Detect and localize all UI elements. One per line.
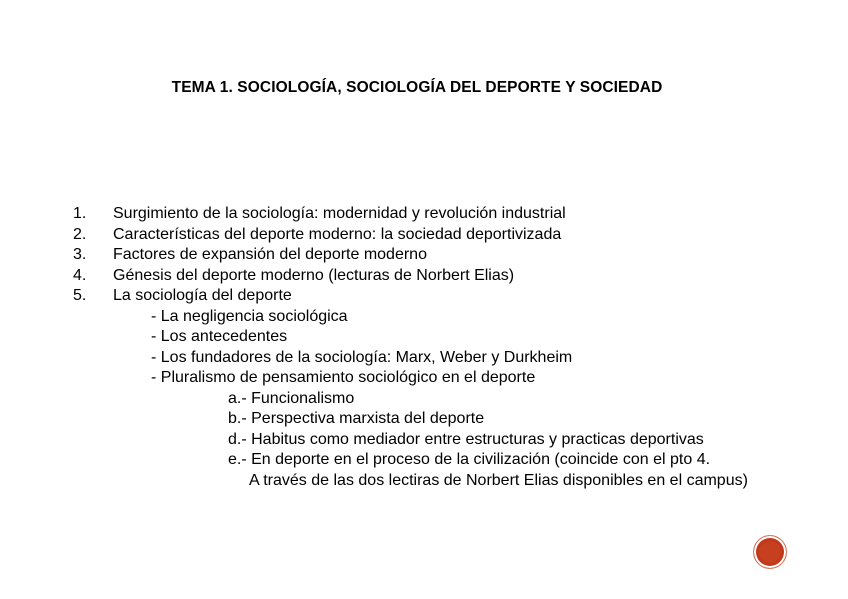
sub-item: - Pluralismo de pensamiento sociológico en el deporte	[151, 369, 536, 386]
sub-sub-item: d.- Habitus como mediador entre estructuras y practicas deportivas	[228, 430, 704, 448]
slide-title: TEMA 1. SOCIOLOGÍA, SOCIOLOGÍA DEL DEPORTE Y SOCIEDAD	[171, 79, 663, 96]
list-item-number: 3.	[73, 246, 87, 263]
sub-sub-item: a.- Funcionalismo	[228, 389, 355, 407]
list-item: Características del deporte moderno: la sociedad deportivizada	[113, 225, 562, 243]
sub-item: - Los fundadores de la sociología: Marx, Weber y Durkheim	[151, 348, 573, 366]
sub-item: - Los antecedentes	[151, 328, 288, 345]
sub-sub-item: b.- Perspectiva marxista del deporte	[228, 410, 485, 427]
list-item: Génesis del deporte moderno (lecturas de Norbert Elias)	[113, 266, 515, 284]
list-item: Surgimiento de la sociología: modernidad y revolución industrial	[113, 205, 566, 222]
sub-sub-item-continuation: A través de las dos lectiras de Norbert Elias disponibles en el campus)	[249, 471, 748, 489]
sub-sub-item: e.- En deporte en el proceso de la civilización (coincide con el pto 4.	[228, 451, 711, 468]
list-item: La sociología del deporte	[113, 287, 292, 304]
list-item-number: 1.	[73, 205, 87, 222]
list-item-number: 4.	[73, 266, 87, 284]
slide-nav-circle-button[interactable]	[753, 535, 787, 569]
sub-item: - La negligencia sociológica	[151, 307, 348, 325]
list-item-number: 5.	[73, 287, 87, 304]
list-item-number: 2.	[73, 225, 87, 243]
circle-icon	[759, 541, 781, 563]
list-item: Factores de expansión del deporte moderno	[113, 246, 427, 263]
